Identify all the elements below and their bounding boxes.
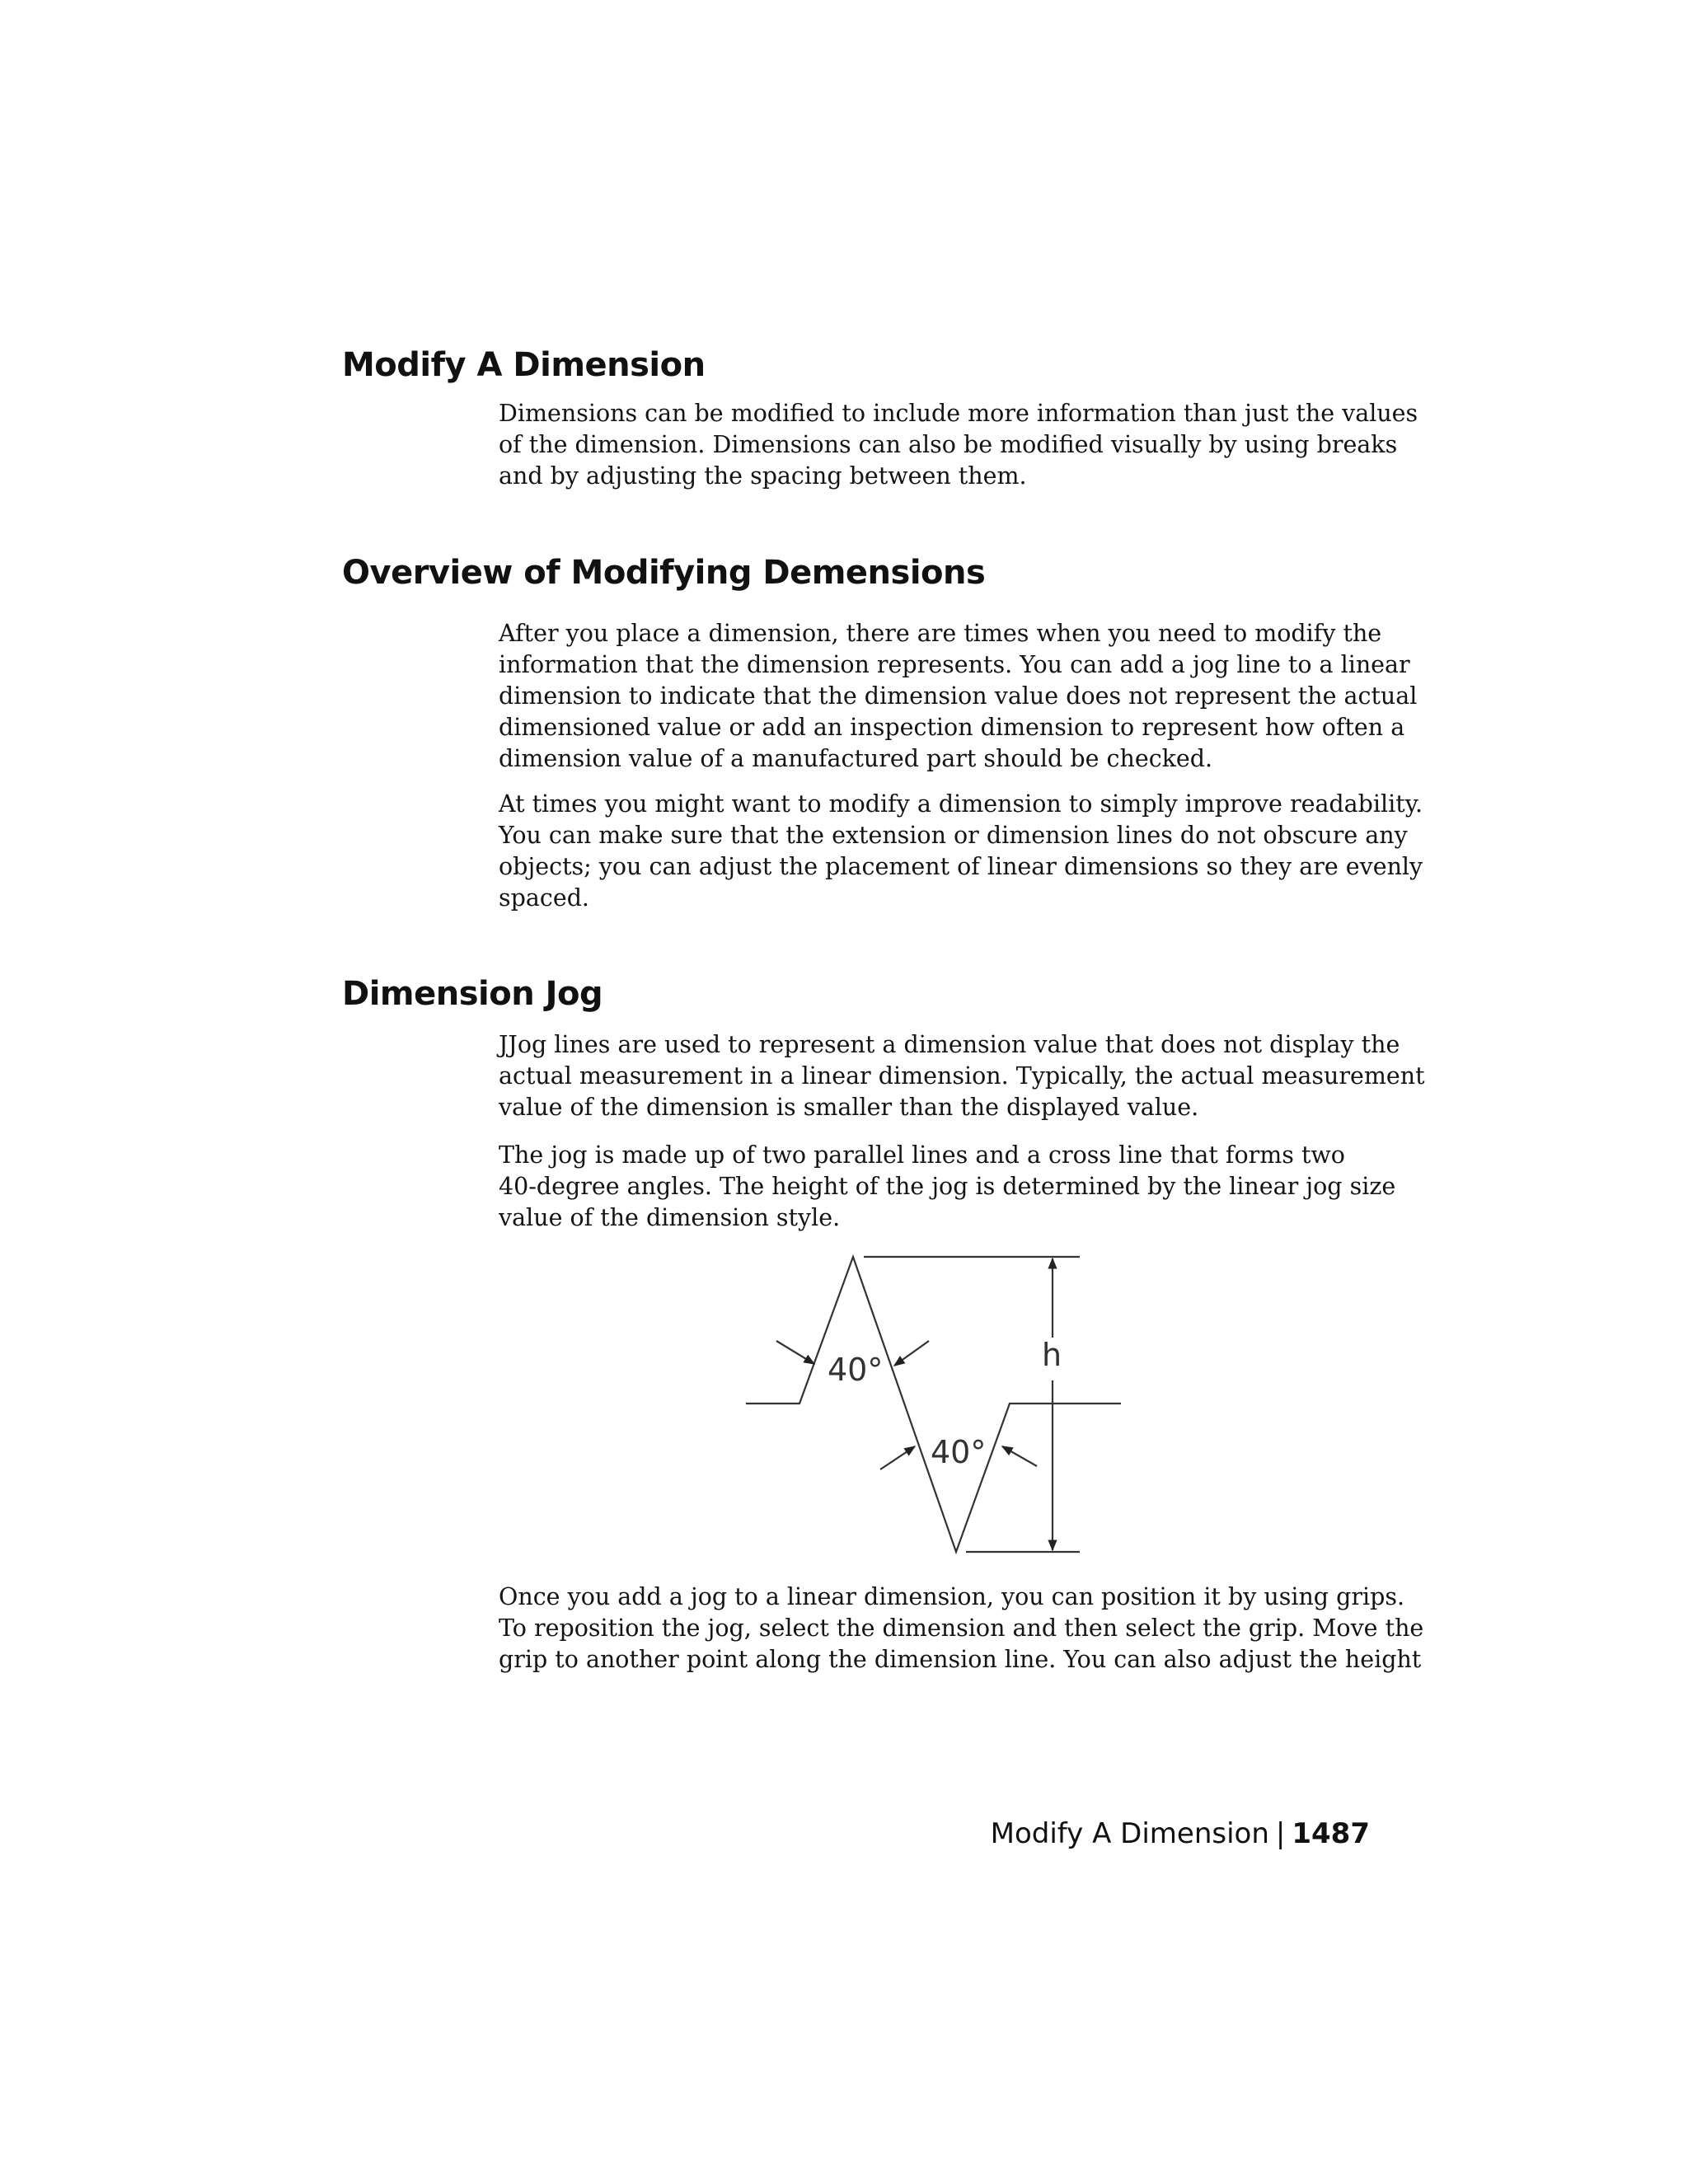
paragraph-jog-2	[499, 1140, 1396, 1234]
text-line: dimensioned value or add an inspection dimension to represent how often a	[499, 714, 1405, 741]
text-line: objects; you can adjust the placement of linear dimensions so they are evenly	[499, 853, 1423, 880]
text-line: value of the dimension style.	[499, 1204, 841, 1231]
section-heading-dimension-jog: Dimension Jog	[342, 975, 603, 1013]
text-line: 40-degree angles. The height of the jog is determined by the linear jog size	[499, 1173, 1396, 1200]
text-line: actual measurement in a linear dimension. Typically, the actual measurement	[499, 1062, 1425, 1090]
angle-label-1: 40°	[828, 1352, 884, 1388]
angle-leader-4	[1002, 1446, 1037, 1466]
section-heading-overview: Overview of Modifying Demensions	[342, 554, 986, 592]
text-line: You can make sure that the extension or dimension lines do not obscure any	[499, 822, 1408, 849]
text-line: The jog is made up of two parallel lines and a cross line that forms two	[499, 1141, 1345, 1169]
text-line: value of the dimension is smaller than the displayed value.	[499, 1094, 1199, 1121]
text-line: spaced.	[499, 884, 589, 912]
page-number: 1487	[1292, 1817, 1370, 1850]
text-line: and by adjusting the spacing between them.	[499, 462, 1027, 490]
text-line: Dimensions can be modified to include more information than just the values	[499, 400, 1418, 427]
paragraph-overview-1	[499, 618, 1418, 775]
angle-leader-3	[880, 1446, 915, 1469]
paragraph-jog-3	[499, 1582, 1424, 1675]
text-line: After you place a dimension, there are times when you need to modify the	[499, 620, 1382, 647]
paragraph-modify-intro	[499, 398, 1418, 492]
footer-separator: |	[1275, 1817, 1286, 1850]
paragraph-jog-1	[499, 1029, 1425, 1123]
jog-line	[746, 1257, 1121, 1552]
angle-label-2: 40°	[931, 1434, 987, 1470]
text-line: At times you might want to modify a dimension to simply improve readability.	[499, 790, 1423, 818]
angle-leader-2	[894, 1341, 929, 1366]
footer-section-title: Modify A Dimension	[990, 1817, 1269, 1850]
text-line: information that the dimension represents. You can add a jog line to a linear	[499, 651, 1410, 678]
page-footer	[824, 1817, 1370, 1850]
text-line: JJog lines are used to represent a dimension value that does not display the	[499, 1031, 1400, 1058]
height-label: h	[1042, 1337, 1062, 1373]
text-line: To reposition the jog, select the dimension and then select the grip. Move the	[499, 1615, 1424, 1642]
text-line: dimension to indicate that the dimension value does not represent the actual	[499, 682, 1418, 710]
angle-leader-1	[776, 1341, 814, 1364]
text-line: Once you add a jog to a linear dimension, you can position it by using grips.	[499, 1583, 1405, 1610]
jog-diagram	[742, 1249, 1137, 1562]
section-heading-modify-a-dimension: Modify A Dimension	[342, 346, 706, 384]
text-line: grip to another point along the dimension line. You can also adjust the height	[499, 1646, 1422, 1673]
text-line: of the dimension. Dimensions can also be modified visually by using breaks	[499, 431, 1398, 458]
text-line: dimension value of a manufactured part should be checked.	[499, 745, 1213, 772]
paragraph-overview-2	[499, 789, 1423, 914]
